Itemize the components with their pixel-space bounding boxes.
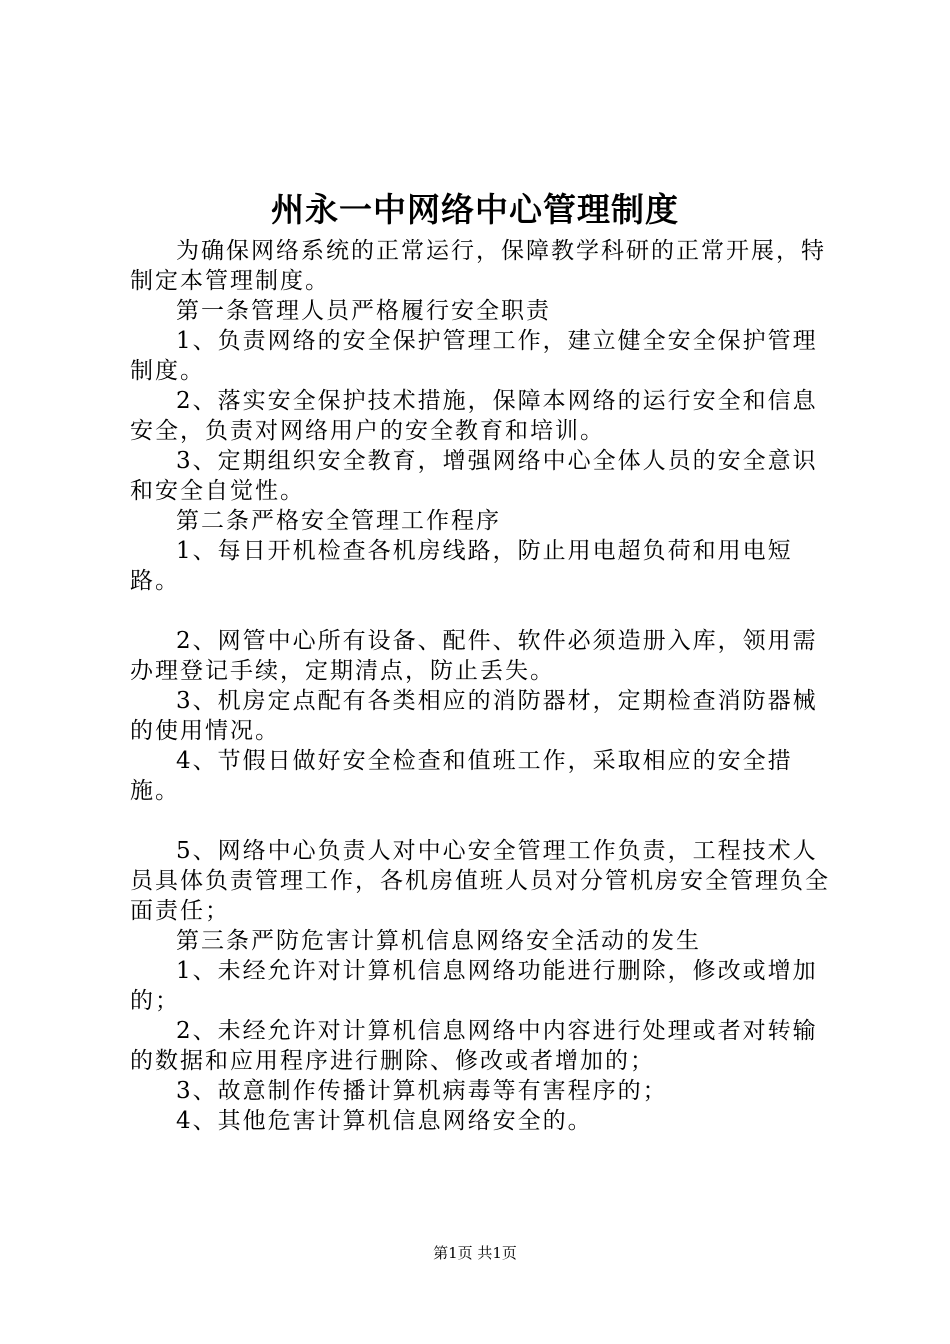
paragraph-item: 2、落实安全保护技术措施，保障本网络的运行安全和信息安全，负责对网络用户的安全教育和培训。: [130, 388, 818, 444]
paragraph-intro: 为确保网络系统的正常运行，保障教学科研的正常开展，特制定本管理制度。: [130, 238, 826, 294]
section-heading-3: 第三条严防危害计算机信息网络安全活动的发生: [176, 928, 701, 954]
paragraph-item: 2、网管中心所有设备、配件、软件必须造册入库，领用需办理登记手续，定期清点，防止丢失。: [130, 628, 818, 684]
paragraph-item: 1、每日开机检查各机房线路，防止用电超负荷和用电短路。: [130, 538, 793, 594]
paragraph-item: 3、故意制作传播计算机病毒等有害程序的；: [176, 1078, 668, 1104]
document-title: 州永一中网络中心管理制度: [271, 190, 679, 229]
blank-line: [130, 596, 840, 626]
paragraph-item: 3、定期组织安全教育，增强网络中心全体人员的安全意识和安全自觉性。: [130, 448, 818, 504]
paragraph-item: 1、负责网络的安全保护管理工作，建立健全安全保护管理制度。: [130, 328, 818, 384]
section-heading-2: 第二条严格安全管理工作程序: [176, 508, 501, 534]
section-heading-1: 第一条管理人员严格履行安全职责: [176, 298, 551, 324]
paragraph-item: 1、未经允许对计算机信息网络功能进行删除，修改或增加的；: [130, 958, 818, 1014]
blank-line: [130, 806, 840, 836]
paragraph-item: 2、未经允许对计算机信息网络中内容进行处理或者对转输的数据和应用程序进行删除、修改或者增加的；: [130, 1018, 818, 1074]
paragraph-item: 3、机房定点配有各类相应的消防器材，定期检查消防器械的使用情况。: [130, 688, 818, 744]
page-footer: 第1页 共1页: [433, 1244, 517, 1262]
paragraph-item: 5、网络中心负责人对中心安全管理工作负责，工程技术人员具体负责管理工作，各机房值班人员对分管机房安全管理负全面责任；: [130, 838, 830, 924]
paragraph-item: 4、节假日做好安全检查和值班工作，采取相应的安全措施。: [130, 748, 793, 804]
paragraph-item: 4、其他危害计算机信息网络安全的。: [176, 1108, 593, 1134]
document-body: [130, 236, 840, 1136]
